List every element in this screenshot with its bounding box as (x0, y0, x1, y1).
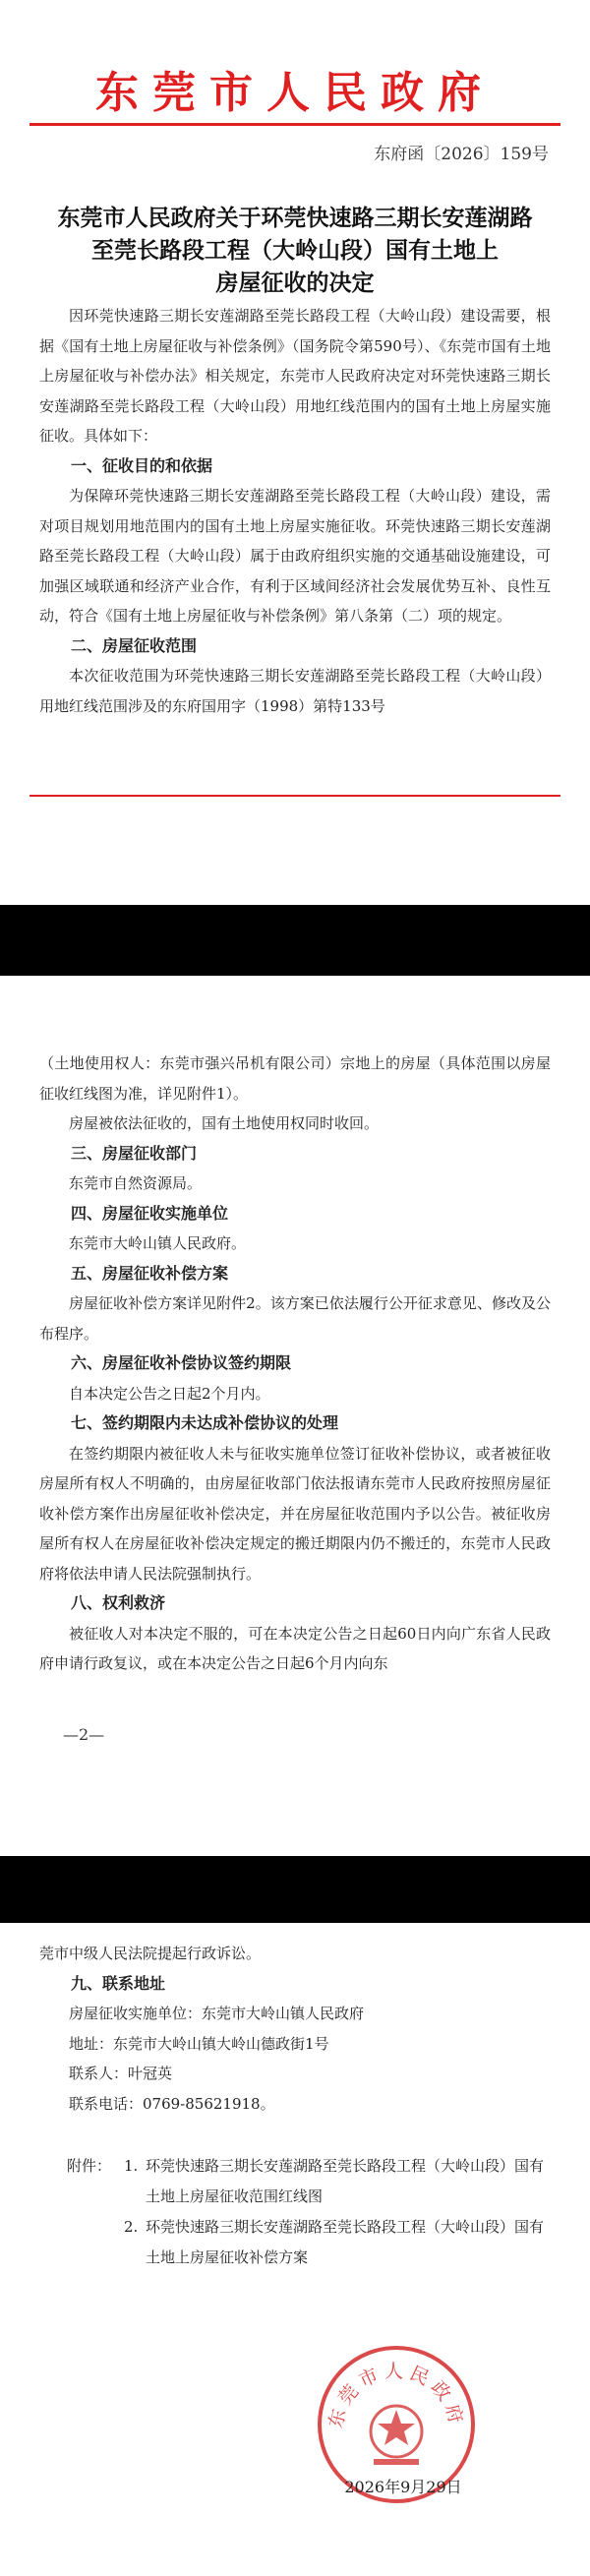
section-3-body: 东莞市自然资源局。 (69, 1174, 203, 1192)
attachment-number: 1. (124, 2157, 139, 2175)
intro-paragraph: 因环莞快速路三期长安莲湖路至莞长路段工程（大岭山段）建设需要，根据《国有土地上房屋征收与补偿条例》（国务院令第590号）、《东莞市国有土地上房屋征收与补偿办法》相关规定，东莞市人民政府决定对环莞快速路三期长安莲湖路至莞长路段工程（大岭山段）用地红线范围内的国有土地上房屋实施征收。具体如下： (39, 307, 551, 445)
section-2-continued: （土地使用权人：东莞市强兴吊机有限公司）宗地上的房屋（具体范围以房屋征收红线图为准，详见附件1）。 (39, 1054, 551, 1103)
page-number: —2— (63, 1725, 105, 1744)
contact-person: 联系人：叶冠英 (69, 2065, 173, 2082)
section-9-heading: 九、联系地址 (71, 1973, 166, 1993)
contact-address: 地址：东莞市大岭山镇大岭山德政街1号 (69, 2034, 329, 2053)
attachment-title: 环莞快速路三期长安莲湖路至莞长路段工程（大岭山段）国有土地上房屋征收范围红线图 (146, 2157, 545, 2205)
contact-unit: 房屋征收实施单位：东莞市大岭山镇人民政府 (69, 2005, 365, 2022)
section-3-heading: 三、房屋征收部门 (71, 1143, 198, 1163)
section-1-body: 为保障环莞快速路三期长安莲湖路至莞长路段工程（大岭山段）建设，需对项目规划用地范围内的国有土地上房屋实施征收。环莞快速路三期长安莲湖路至莞长路段工程（大岭山段）属于由政府组织实施的交通基础设施建设，可加强区域联通和经济产业合作，有利于区域间经济社会发展优势互补、良性互动，符合《国有土地上房屋征收与补偿条例》第八条第（二）项的规定。 (39, 487, 551, 625)
masthead-rule (30, 123, 560, 126)
section-4-heading: 四、房屋征收实施单位 (71, 1203, 229, 1223)
attachment-number: 2. (124, 2218, 139, 2236)
page2-body (39, 1048, 551, 1679)
section-7-heading: 七、签约期限内未达成补偿协议的处理 (71, 1413, 339, 1432)
section-1-heading: 一、征收目的和依据 (71, 455, 213, 475)
contact-phone: 联系电话：0769-85621918。 (69, 2094, 275, 2113)
page3-body (39, 1939, 551, 2119)
section-4-body: 东莞市大岭山镇人民政府。 (69, 1234, 247, 1252)
section-6-body: 自本决定公告之日起2个月内。 (69, 1384, 270, 1403)
page1-body (39, 301, 551, 721)
attachments-list (39, 2151, 551, 2273)
section-5-body: 房屋征收补偿方案详见附件2。该方案已依法履行公开征求意见、修改及公布程序。 (39, 1294, 551, 1343)
title-line-1: 东莞市人民政府关于环莞快速路三期长安莲湖路 (57, 205, 533, 231)
section-2-body: 本次征收范围为环莞快速路三期长安莲湖路至莞长路段工程（大岭山段）用地红线范围涉及的东府国用字（1998）第特133号 (39, 667, 551, 715)
document-page-1 (0, 0, 590, 905)
section-6-heading: 六、房屋征收补偿协议签约期限 (71, 1353, 292, 1372)
masthead: 东莞市人民政府 (95, 68, 495, 118)
page-separator (0, 1856, 590, 1923)
section-8-continued: 莞市中级人民法院提起行政诉讼。 (39, 1945, 262, 1962)
seal-text: 东莞市人民政府 (324, 2361, 468, 2430)
signing-date: 2026年9月29日 (344, 2478, 462, 2496)
title-line-2: 至莞长路段工程（大岭山段）国有土地上 (91, 237, 499, 264)
section-8-body: 被征收人对本决定不服的，可在本决定公告之日起60日内向广东省人民政府申请行政复议，或在本决定公告之日起6个月内向东 (39, 1624, 551, 1672)
attachments-label: 附件： (67, 2157, 112, 2175)
attachment-item (39, 2212, 551, 2273)
document-page-2 (0, 976, 590, 1856)
section-5-heading: 五、房屋征收补偿方案 (71, 1263, 229, 1283)
section-8-heading: 八、权利救济 (71, 1593, 166, 1612)
section-7-body: 在签约期限内被征收人未与征收实施单位签订征收补偿协议，或者被征收房屋所有权人不明确的，由房屋征收部门依法报请东莞市人民政府按照房屋征收补偿方案作出房屋征收补偿决定，并在房屋征收范围内予以公告。被征收房屋所有权人在房屋征收补偿决定规定的搬迁期限内仍不搬迁的，东莞市人民政府将依法申请人民法院强制执行。 (39, 1444, 551, 1583)
attachment-title: 环莞快速路三期长安莲湖路至莞长路段工程（大岭山段）国有土地上房屋征收补偿方案 (146, 2218, 545, 2266)
title-line-3: 房屋征收的决定 (215, 270, 375, 296)
bottom-red-rule (30, 795, 560, 797)
page-separator (0, 905, 590, 976)
land-use-paragraph: 房屋被依法征收的，国有土地使用权同时收回。 (69, 1114, 380, 1132)
document-number: 东府函〔2026〕159号 (374, 145, 549, 164)
attachment-item (39, 2151, 551, 2212)
document-title (39, 202, 551, 299)
section-2-heading: 二、房屋征收范围 (71, 635, 198, 655)
